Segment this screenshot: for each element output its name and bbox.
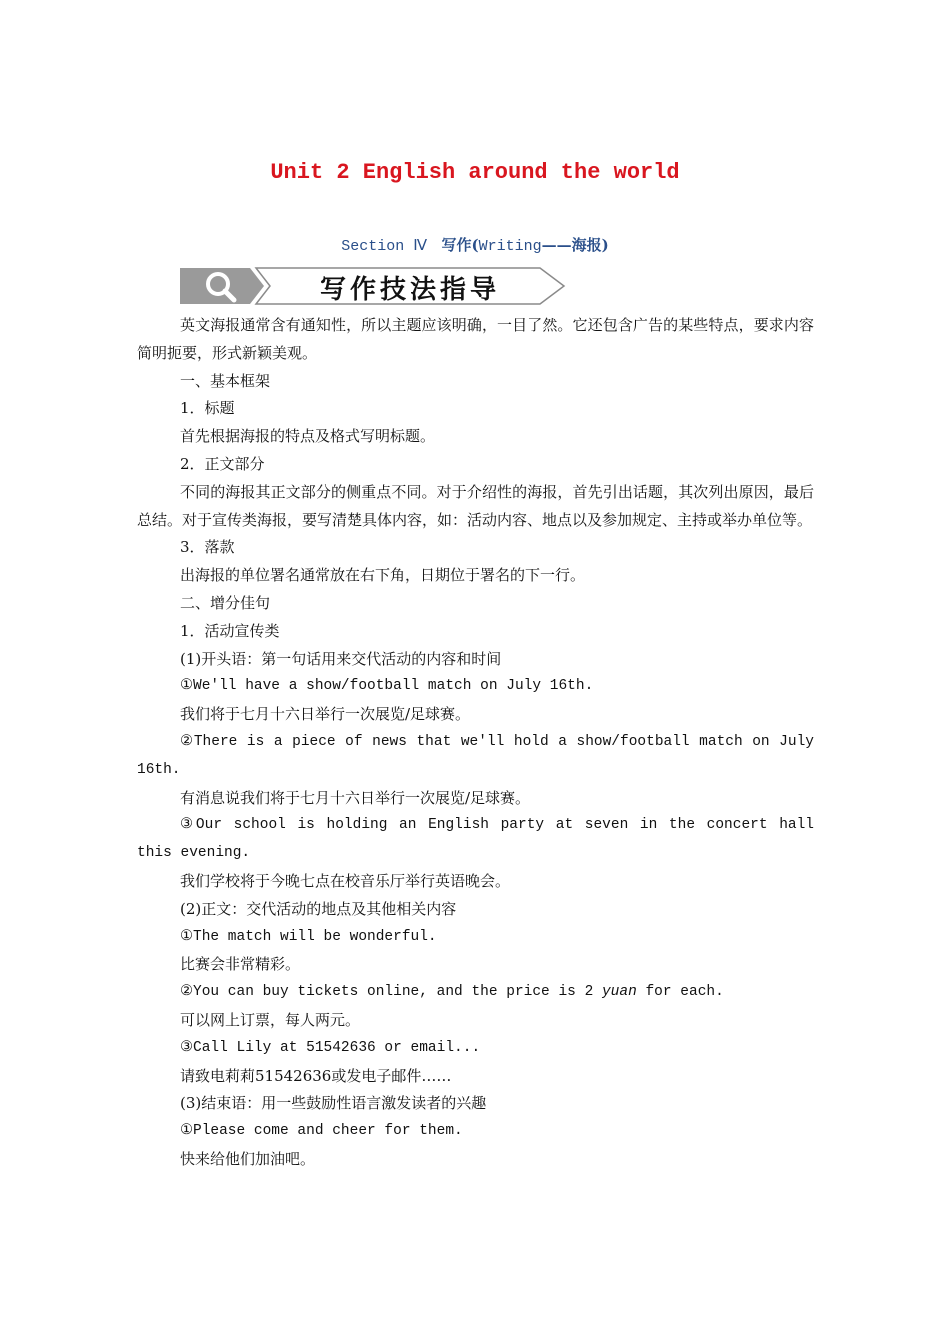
document-title: Unit 2 English around the world (270, 160, 680, 185)
item-signature: 3．落款 (180, 538, 235, 557)
section-subtitle (0, 234, 950, 255)
sub-main-body: (2)正文：交代活动的地点及其他相关内容 (180, 899, 457, 918)
example-translation: 可以网上订票，每人两元。 (180, 1010, 361, 1029)
example-translation: 比赛会非常精彩。 (180, 955, 301, 974)
item-title: 1．标题 (180, 399, 235, 418)
heading-good-sentences: 二、增分佳句 (180, 593, 271, 612)
sentence-part: ②You can buy tickets online, and the price is 2 (180, 984, 602, 1001)
example-translation: 我们学校将于今晚七点在校音乐厅举行英语晚会。 (180, 871, 511, 890)
sentence-part: for each. (636, 984, 724, 1001)
intro-paragraph: 英文海报通常含有通知性，所以主题应该明确，一目了然。它还包含广告的某些特点，要求内容简明扼要，形式新颖美观。 (137, 316, 814, 362)
section-label: Section Ⅳ (341, 238, 428, 255)
banner-title: 写作技法指导 (319, 275, 500, 305)
example-translation: 请致电莉莉51542636或发电子邮件…… (180, 1066, 452, 1085)
writing-label: 写作( (441, 236, 479, 254)
writing-label-en: Writing (478, 238, 542, 255)
example-sentence: ③Our school is holding an English party at seven in the concert hall this evening. (137, 817, 814, 862)
sub-closing: (3)结束语：用一些鼓励性语言激发读者的兴趣 (180, 1094, 487, 1113)
example-sentence: ①Please come and cheer for them. (180, 1123, 463, 1140)
example-sentence: ①We'll have a show/football match on July 16th. (180, 678, 594, 695)
example-translation: 快来给他们加油吧。 (180, 1149, 316, 1168)
writing-label-tail: ——海报) (541, 236, 609, 254)
document-body (137, 312, 814, 1174)
heading-basic-framework: 一、基本框架 (180, 371, 271, 390)
item-body: 2．正文部分 (180, 454, 265, 473)
example-sentence (137, 979, 814, 1007)
item-body-desc: 不同的海报其正文部分的侧重点不同。对于介绍性的海报，首先引出话题，其次列出原因，最后总结。对于宣传类海报，要写清楚具体内容，如：活动内容、地点以及参加规定、主持或举办单位等。 (137, 482, 814, 529)
example-sentence: ②There is a piece of news that we'll hold a show/football match on July 16th. (137, 733, 814, 778)
example-translation: 有消息说我们将于七月十六日举行一次展览/足球赛。 (180, 788, 531, 807)
item-activity-promotion: 1．活动宣传类 (180, 621, 280, 640)
example-sentence: ③Call Lily at 51542636 or email... (180, 1039, 481, 1056)
sub-opening: (1)开头语：第一句话用来交代活动的内容和时间 (180, 649, 502, 668)
example-translation: 我们将于七月十六日举行一次展览/足球赛。 (180, 705, 471, 724)
item-signature-desc: 出海报的单位署名通常放在右下角，日期位于署名的下一行。 (180, 566, 586, 585)
sentence-italic-word: yuan (601, 984, 637, 1001)
example-sentence: ①The match will be wonderful. (180, 928, 437, 945)
item-title-desc: 首先根据海报的特点及格式写明标题。 (180, 427, 436, 446)
